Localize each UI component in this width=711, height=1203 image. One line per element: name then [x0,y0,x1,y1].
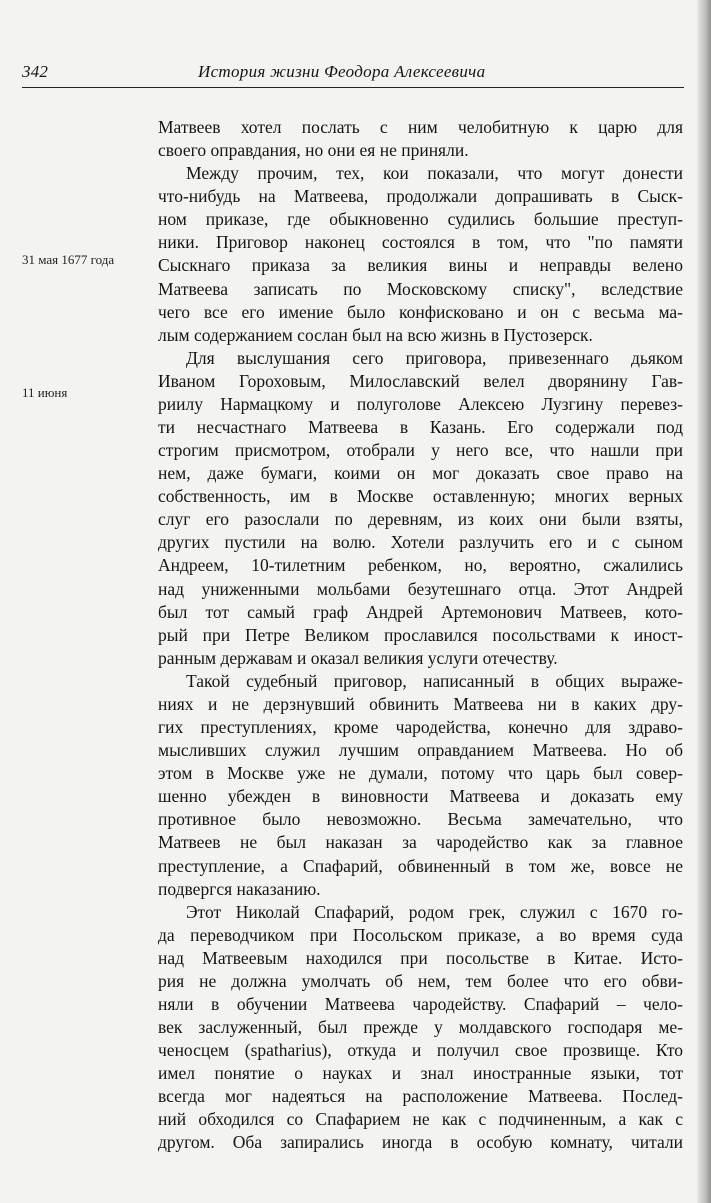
text-line: всегда мог надеяться на расположение Матвеева. Послед- [158,1086,683,1107]
text-line: ном приказе, где обыкновенно судились большие преступ- [158,209,683,230]
text-line: своего оправдания, но они ея не приняли. [158,140,469,161]
text-line: преступление, а Спафарий, обвиненный в том же, вовсе не [158,855,683,876]
text-line: что-нибудь на Матвеева, продолжали допрашивать в Сыск- [158,186,683,207]
text-line: ченосцем (spatharius), откуда и получил свое прозвище. Кто [158,1040,683,1061]
text-line: риилу Нармацкому и полуголове Алексею Лузгину перевез- [158,393,683,414]
text-line: век заслуженный, был прежде у молдавского господаря ме- [158,1017,683,1038]
text-line: Иваном Гороховым, Милославский велел дворянину Гав- [158,370,683,391]
text-line: гих преступлениях, кроме чародейства, конечно для здраво- [158,717,683,738]
text-line: над Матвеевым находился при посольстве в Китае. Исто- [158,947,683,968]
text-line: Андреем, 10-тилетним ребенком, но, вероятно, сжалились [158,555,683,576]
page-header [22,58,684,88]
text-line: этом в Москве уже не думали, потому что царь был совер- [158,763,683,784]
text-line: мысливших служил лучшим оправданием Матвеева. Но об [158,740,683,761]
text-line: противное было невозможно. Весьма замечательно, что [158,809,683,830]
text-line: шенно убежден в виновности Матвеева и доказать ему [158,786,683,807]
text-line: няли в обучении Матвеева чародейству. Спафарий – чело- [158,993,683,1014]
running-title: История жизни Феодора Алексеевича [198,62,486,81]
text-line: ранным державам и оказал великия услуги отечеству. [158,647,558,668]
text-line: чего все его имение было конфисковано и он с весьма ма- [158,301,683,322]
text-line: собственность, им в Москве оставленную; многих верных [158,486,683,507]
text-line: ти несчастнаго Матвеева в Казань. Его содержали под [158,417,683,438]
text-line: других пустили на волю. Хотели разлучить его и с сыном [158,532,683,553]
text-line: Сыскнаго приказа за великия вины и неправды велено [158,255,683,276]
text-line: ниях и не дерзнувший обвинить Матвеева ни в каких дру- [158,693,683,714]
text-line: Такой судебный приговор, написанный в общих выраже- [186,670,683,691]
text-line: подвергся наказанию. [158,878,321,899]
text-line: ний обходился со Спафарием не как с подчиненным, а как с [158,1109,683,1130]
body-text [158,116,683,1155]
text-line: ники. Приговор наконец состоялся в том, что "по памяти [158,232,683,253]
page-edge-shadow [697,0,711,1203]
text-line: лым содержанием сослан был на всю жизнь в Пустозерск. [158,324,593,345]
text-line: другом. Оба запирались иногда в особую комнату, читали [158,1132,683,1153]
text-line: рый при Петре Великом прославился посольствами к иност- [158,624,683,645]
text-line: нем, даже бумаги, коими он мог доказать свое право на [158,463,683,484]
text-line: Матвеев не был наказан за чародейство как за главное [158,832,683,853]
text-line: Матвеев хотел послать с ним челобитную к царю для [158,117,683,137]
text-line: рия не должна умолчать об нем, тем более что его обви- [158,970,683,991]
text-line: слуг его разослали по деревням, из коих они были взяты, [158,509,683,530]
text-line: да переводчиком при Посольском приказе, а во время суда [158,924,683,945]
margin-note-date: 31 мая 1677 года [22,252,115,267]
page-number: 342 [22,62,49,81]
text-line: Между прочим, тех, кои показали, что могут донести [186,163,683,184]
text-line: строгим присмотром, отобрали у него все, что нашли при [158,440,683,461]
text-line: над униженными мольбами безутешнаго отца. Этот Андрей [158,578,683,599]
text-line: Матвеева записать по Московскому списку", вследствие [158,278,683,299]
text-line: имел понятие о науках и знал иностранные языки, тот [158,1063,683,1084]
margin-note-date: 11 июня [22,385,68,400]
header-rule [22,87,684,88]
text-line: Этот Николай Спафарий, родом грек, служил с 1670 го- [186,901,683,922]
text-line: был тот самый граф Андрей Артемонович Матвеев, кото- [158,601,683,622]
text-line: Для выслушания сего приговора, привезеннаго дьяком [186,347,683,368]
